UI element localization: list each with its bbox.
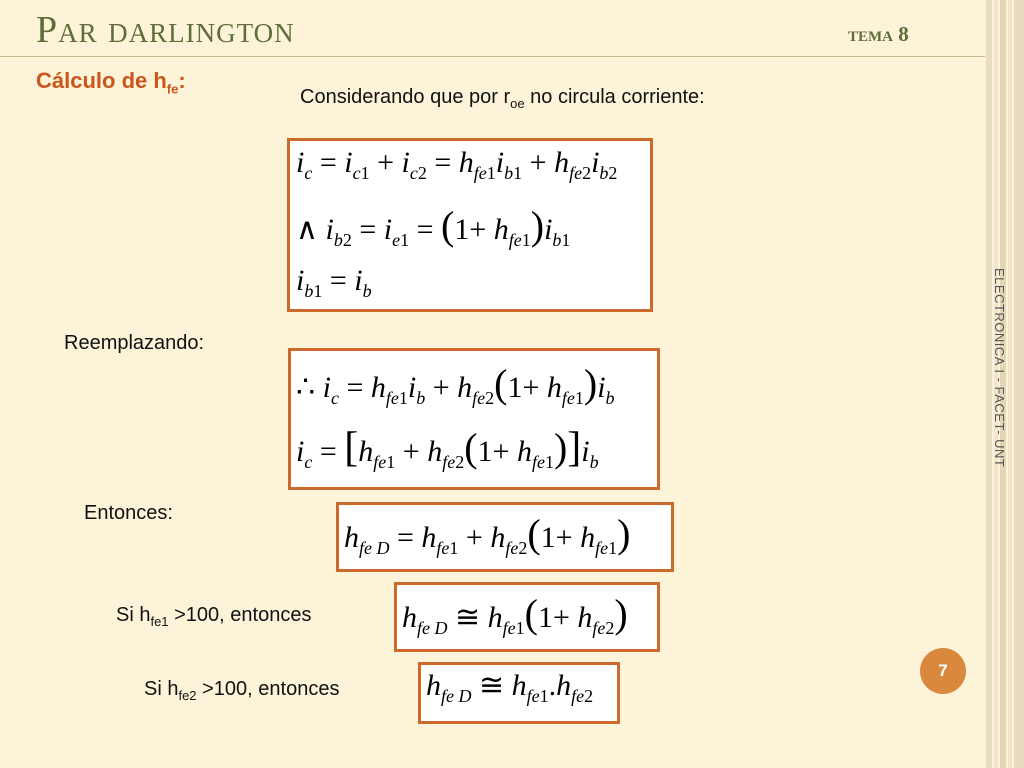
decor-stripe xyxy=(1008,0,1012,768)
equation-hfeD: $h_{fe D} = h_{fe1} + h_{fe2}(1+ h_{fe1})$ xyxy=(344,511,631,558)
equation-approx-2: $h_{fe D}$ ≅ $h_{fe1}.h_{fe2}$ xyxy=(426,669,594,706)
slide-title: Par darlington xyxy=(36,9,295,51)
replacing-label: Reemplazando: xyxy=(64,332,205,354)
section-heading: Cálculo de $h_{fe}$: xyxy=(36,68,186,97)
side-caption: ELECTRONICA I - FACET- UNT xyxy=(992,268,1007,468)
topic-label: tema 8 xyxy=(848,22,909,46)
equation-ic-factored: $i_c = [h_{fe1} + h_{fe2}(1+ h_{fe1})]i_b$ xyxy=(296,425,599,472)
then-label: Entonces: xyxy=(84,502,173,524)
decor-stripe xyxy=(1014,0,1024,768)
equation-approx-1: $h_{fe D}$ ≅ $h_{fe1}(1+ h_{fe2})$ xyxy=(402,591,628,638)
condition-1: Si $h_{fe1} >100$, entonces xyxy=(116,604,312,629)
equation-ib2: ∧ $i_{b2} = i_{e1} = (1+ h_{fe1})i_{b1}$ xyxy=(296,203,571,250)
intro-text: Considerando que por $r_{oe}$ no circula corriente: xyxy=(300,86,705,111)
equation-ib1: $i_{b1} = i_b$ xyxy=(296,264,372,301)
condition-2: Si $h_{fe2} >100$, entonces xyxy=(144,678,340,703)
equation-therefore: ∴ $i_c = h_{fe1}i_b + h_{fe2}(1+ h_{fe1})i_b$ xyxy=(296,361,615,408)
equation-ic-sum: $i_c = i_{c1} + i_{c2} = h_{fe1}i_{b1} + h_{fe2}i_{b2}$ xyxy=(296,146,618,183)
page-number-badge: 7 xyxy=(920,648,966,694)
title-divider xyxy=(0,56,985,57)
